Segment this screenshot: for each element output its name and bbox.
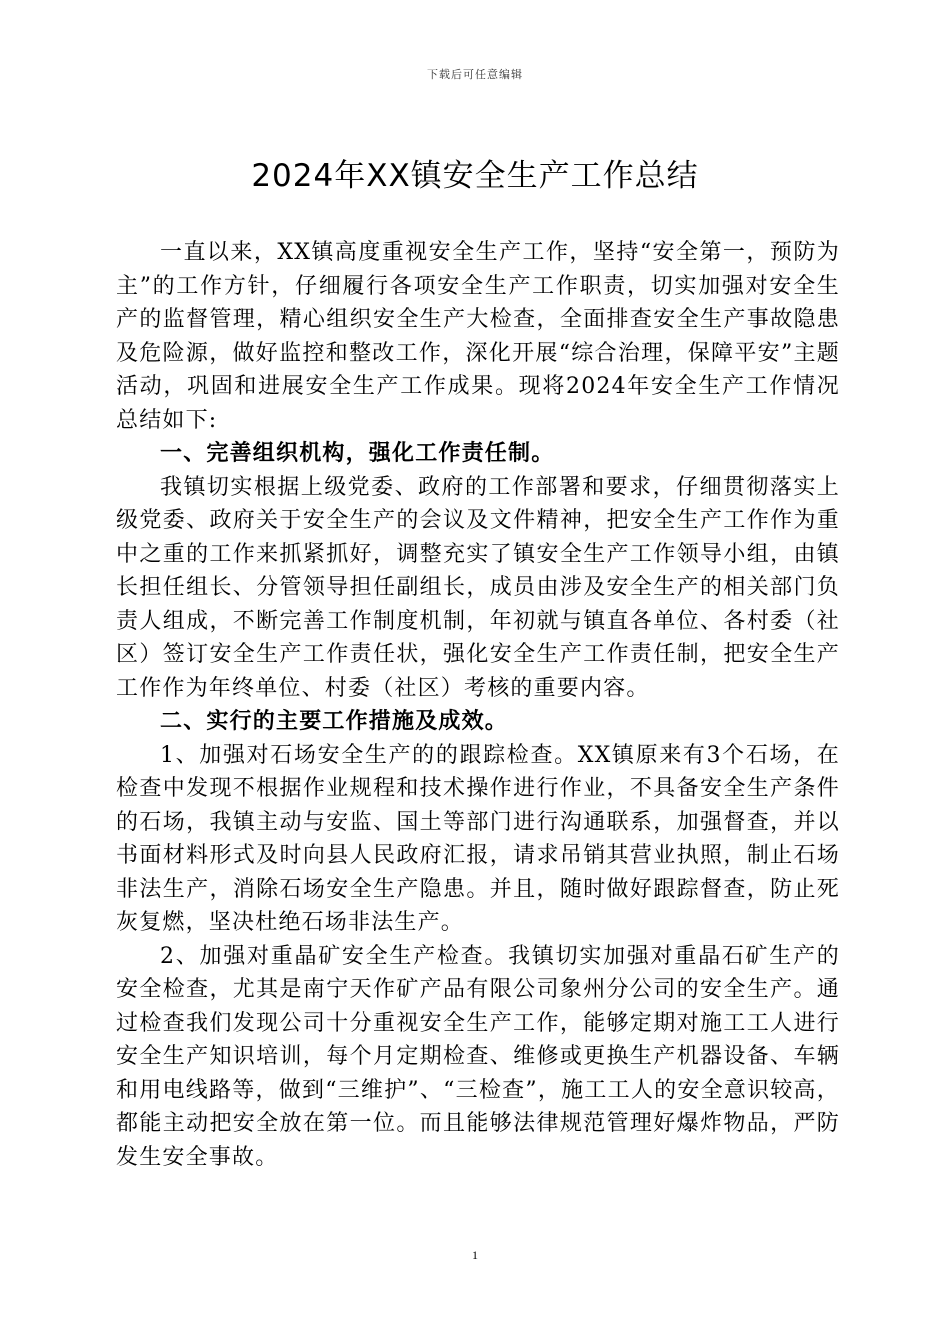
page-number: 1: [472, 1248, 478, 1262]
document-title: 2024年XX镇安全生产工作总结: [251, 158, 699, 194]
header-note: 下载后可任意编辑: [427, 68, 523, 81]
section-heading-2: 二、实行的主要工作措施及成效。: [160, 708, 509, 734]
section-heading-1: 一、完善组织机构，强化工作责任制。: [160, 440, 555, 466]
measure-2-paragraph: 2、加强对重晶矿安全生产检查。我镇切实加强对重晶石矿生产的安全检查，尤其是南宁天作矿产品有限公司象州分公司的安全生产。通过检查我们发现公司十分重视安全生产工作，能够定期对施工工人进行安全生产知识培训，每个月定期检查、维修或更换生产机器设备、车辆和用电线路等，做到“三维护”、“三检查”，施工工人的安全意识较高，都能主动把安全放在第一位。而且能够法律规范管理好爆炸物品，严防发生安全事故。: [116, 943, 840, 1170]
intro-paragraph: 一直以来，XX镇高度重视安全生产工作，坚持“安全第一，预防为主”的工作方针，仔细履行各项安全生产工作职责，切实加强对安全生产的监督管理，精心组织安全生产大检查，全面排查安全生产事故隐患及危险源，做好监控和整改工作，深化开展“综合治理，保障平安”主题活动，巩固和进展安全生产工作成果。现将2024年安全生产工作情况总结如下:: [116, 240, 840, 433]
section-1-paragraph: 我镇切实根据上级党委、政府的工作部署和要求，仔细贯彻落实上级党委、政府关于安全生产的会议及文件精神，把安全生产工作作为重中之重的工作来抓紧抓好，调整充实了镇安全生产工作领导小组，由镇长担任组长、分管领导担任副组长，成员由涉及安全生产的相关部门负责人组成，不断完善工作制度机制，年初就与镇直各单位、各村委（社区）签订安全生产工作责任状，强化安全生产工作责任制，把安全生产工作作为年终单位、村委（社区）考核的重要内容。: [116, 474, 840, 701]
document-body: [116, 236, 840, 1174]
measure-1-paragraph: 1、加强对石场安全生产的的跟踪检查。XX镇原来有3个石场，在检查中发现不根据作业规程和技术操作进行作业，不具备安全生产条件的石场，我镇主动与安监、国土等部门进行沟通联系，加强督查，并以书面材料形式及时向县人民政府汇报，请求吊销其营业执照，制止石场非法生产，消除石场安全生产隐患。并且，随时做好跟踪督查，防止死灰复燃，坚决杜绝石场非法生产。: [116, 742, 840, 935]
